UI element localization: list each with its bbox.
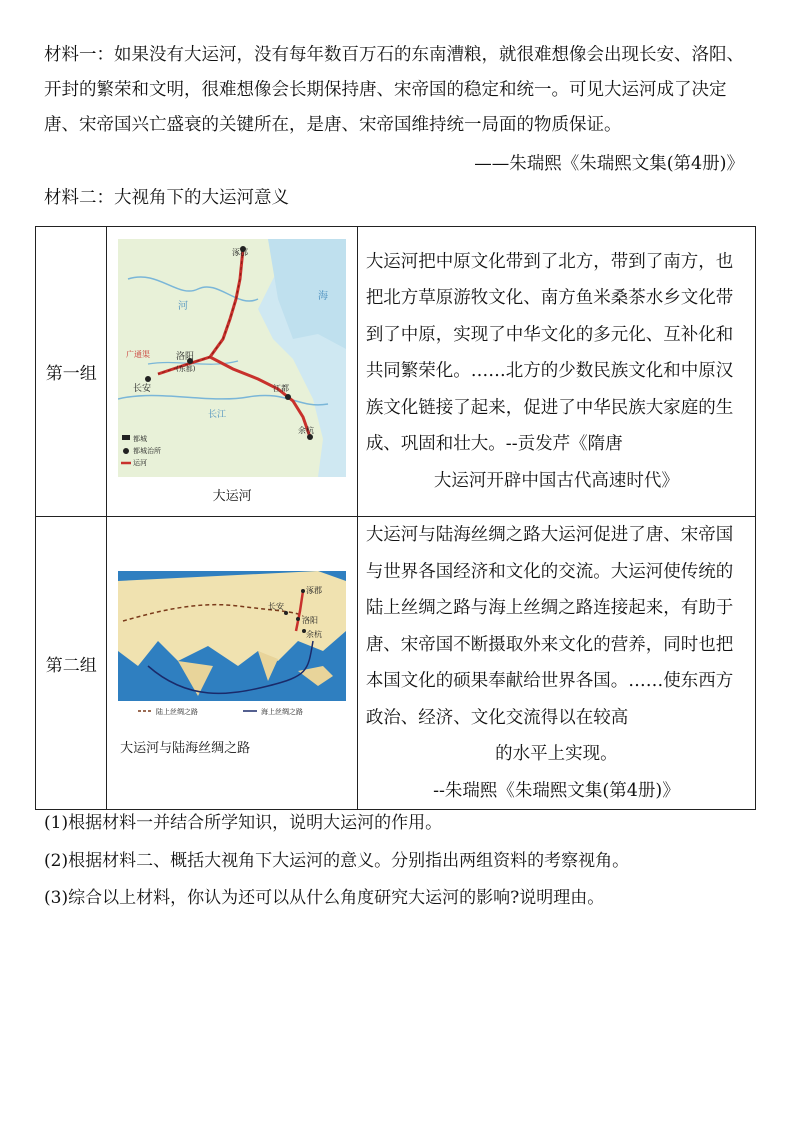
question-1: (1)根据材料一并结合所学知识，说明大运河的作用。 — [44, 813, 443, 833]
group1-label: 第一组 — [36, 227, 107, 517]
map-label-guangtong: 广通渠 — [126, 350, 151, 359]
legend-land-route: 陆上丝绸之路 — [156, 707, 199, 716]
map-label-yuhang: 余杭 — [298, 426, 315, 435]
legend-capital: 都城 — [133, 435, 148, 443]
group2-image-caption: 大运河与陆海丝绸之路 — [120, 740, 251, 756]
question-2: (2)根据材料二、概括大视角下大运河的意义。分别指出两组资料的考察视角。 — [44, 851, 630, 871]
legend-dutown: 都城治所 — [133, 447, 162, 455]
silk-map-label-luoyang: 洛阳 — [302, 615, 319, 625]
legend-sea-route: 海上丝绸之路 — [261, 707, 304, 716]
material1-paragraph: 材料一：如果没有大运河，没有每年数百万石的东南漕粮，就很难想像会出现长安、洛阳、开封的繁荣和文明，很难想像会长期保持唐、宋帝国的稳定和统一。可见大运河成了决定唐、宋帝国兴亡盛衰的关键所在，是唐、宋帝国维持统一局面的物质保证。 — [44, 45, 744, 135]
silk-map-label-zhuojun: 涿郡 — [306, 585, 323, 595]
silk-road-map-figure — [114, 571, 350, 756]
map-label-jiangdu: 江都 — [273, 384, 290, 393]
group1-text-cell — [357, 227, 755, 517]
map-label-luoyang: 洛阳 — [176, 352, 195, 362]
group2-image-cell — [107, 517, 357, 810]
material1-citation: ——朱瑞熙《朱瑞熙文集(第4册)》 — [474, 154, 744, 174]
silk-road-map — [118, 571, 346, 721]
material2-table — [35, 226, 756, 810]
map-label-river-jiang: 长江 — [208, 410, 227, 420]
group2-text-cell — [357, 517, 755, 810]
group2-text: 大运河与陆海丝绸之路大运河促进了唐、宋帝国与世界各国经济和文化的交流。大运河使传统的陆上丝绸之路与海上丝绸之路连接起来，有助于唐、宋帝国不断摄取外来文化的营养，同时也把本国文化的硕果奉献给世界各国。……使东西方政治、经济、文化交流得以在较高 — [365, 525, 734, 728]
group1-image-cell — [107, 227, 357, 517]
map-label-luoyang-sub: (东都) — [176, 365, 196, 373]
question-3: (3)综合以上材料，你认为还可以从什么角度研究大运河的影响?说明理由。 — [44, 888, 605, 908]
grand-canal-map-figure — [114, 239, 350, 504]
grand-canal-map — [118, 239, 346, 477]
legend-canal: 运河 — [133, 459, 148, 467]
map-label-river-he: 河 — [178, 301, 189, 312]
group1-row — [36, 227, 756, 517]
map-label-zhuojun: 涿郡 — [232, 248, 249, 257]
group2-label: 第二组 — [36, 517, 107, 810]
map-label-changan: 长安 — [133, 384, 152, 394]
group1-text-tail: 大运河开辟中国古代高速时代》 — [433, 470, 679, 491]
group2-row — [36, 517, 756, 810]
group1-text: 大运河把中原文化带到了北方，带到了南方，也把北方草原游牧文化、南方鱼米桑茶水乡文化带到了中原，实现了中华文化的多元化、互补化和共同繁荣化。……北方的少数民族文化和中原汉族文化链接了起来，促进了中华民族大家庭的生成、巩固和壮大。--贡发芹《隋唐 — [365, 251, 734, 455]
group2-text-tail: 的水平上实现。 — [495, 744, 618, 764]
group2-citation: --朱瑞熙《朱瑞熙文集(第4册)》 — [433, 780, 680, 801]
material2-heading: 材料二：大视角下的大运河意义 — [44, 188, 289, 208]
silk-map-label-yuhang: 余杭 — [306, 629, 323, 639]
map-label-sea: 海 — [318, 291, 329, 302]
group1-image-caption: 大运河 — [212, 489, 252, 504]
silk-map-label-changan: 长安 — [268, 601, 285, 611]
